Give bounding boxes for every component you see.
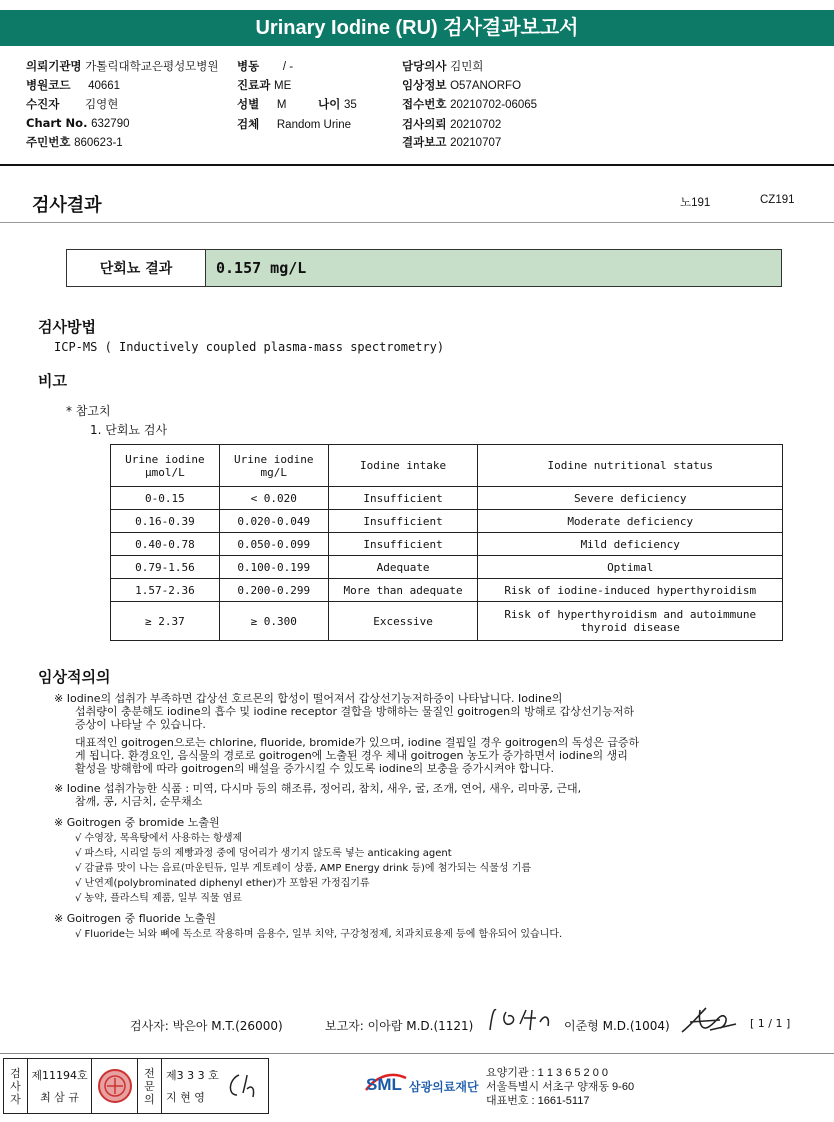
receipt-value: 20210702-06065 [450, 99, 538, 111]
resident-label: 주민번호 [26, 135, 71, 149]
chart-label: Chart No. [26, 116, 88, 130]
cell: Mild deficiency [478, 533, 783, 556]
examinee-value: 김영현 [84, 99, 119, 111]
cell: Risk of hyperthyroidism and autoimmune thyroid disease [478, 602, 783, 641]
receipt-label: 접수번호 [402, 97, 447, 111]
cell: Insufficient [328, 487, 478, 510]
license-stamp-box [3, 1058, 269, 1114]
code-1: 노191 [680, 197, 711, 209]
fluoride-item: √ Fluoride는 뇌와 뼈에 독소로 작용하며 음용수, 일부 치약, 구강청정제, 치과치료용제 등에 함유되어 있습니다. [75, 929, 563, 940]
table-row [111, 533, 783, 556]
clinical-p2-line3: 활성을 방해함에 따라 goitrogen의 배설을 증가시킬 수 있도록 iodine의 보충을 증가시켜야 합니다. [75, 762, 554, 775]
doctor-label: 담당의사 [402, 59, 447, 73]
sex-label: 성별 [237, 97, 260, 111]
cell: 0.79-1.56 [111, 556, 220, 579]
age-label: 나이 [318, 97, 341, 111]
phone-number: 대표번호 : 1661-5117 [486, 1095, 590, 1107]
ward-value: / - [282, 61, 294, 73]
table-row [111, 487, 783, 510]
specialist-signature-mark [223, 1071, 257, 1101]
page-indicator: [ 1 / 1 ] [750, 1017, 791, 1030]
tester-license-no: 제11194호 [31, 1069, 88, 1082]
examinee-label: 수진자 [26, 97, 60, 111]
header-status: Iodine nutritional status [478, 445, 783, 487]
reporter2-signature: 이준형 M.D.(1004) [564, 1019, 670, 1033]
reporter2-signature-mark [680, 1004, 740, 1036]
hospital-code-row [26, 77, 120, 93]
clinical-p2-line2: 게 됩니다. 환경요인, 음식물의 경로로 goitrogen에 노출된 경우 체내 goitrogen 농도가 증가하면서 iodine의 생리 [75, 749, 628, 762]
age-value: 35 [344, 99, 357, 111]
specialist-license-no: 제3 3 3 호 [166, 1069, 219, 1082]
footer-divider [0, 1053, 834, 1054]
reference-table [110, 444, 783, 641]
chart-value: 632790 [91, 118, 130, 130]
cell: 0.050-0.099 [219, 533, 328, 556]
result-label: 단회뇨 결과 [67, 250, 206, 286]
examinee-row [26, 96, 118, 112]
dept-row [237, 77, 291, 93]
hospital-code-value: 40661 [88, 80, 121, 92]
receipt-row [402, 96, 537, 112]
hospital-code-label: 병원코드 [26, 78, 71, 92]
report-title: Urinary Iodine (RU) 검사결과보고서 [0, 10, 834, 46]
clinical-p2-line1: 대표적인 goitrogen으로는 chlorine, fluoride, bromide가 있으며, iodine 결핍일 경우 goitrogen의 독성은 급증하 [75, 736, 640, 749]
ward-label: 병동 [237, 59, 260, 73]
bromide-item: √ 수영장, 목욕탕에서 사용하는 항생제 [75, 833, 243, 844]
table-row [111, 556, 783, 579]
brand-name: 삼광의료재단 [409, 1080, 479, 1094]
cell: Optimal [478, 556, 783, 579]
cell: Insufficient [328, 533, 478, 556]
institution-row [26, 58, 219, 74]
specialist-name: 지 현 영 [166, 1091, 205, 1104]
tester-name: 최 삼 규 [40, 1091, 79, 1104]
specimen-value: Random Urine [276, 119, 352, 131]
method-heading: 검사방법 [38, 318, 96, 336]
institution-value: 가톨릭대학교은평성모병원 [85, 61, 219, 73]
resident-value: 860623-1 [74, 137, 123, 149]
clinical-p3-line1: ※ Iodine 섭취가능한 식품 : 미역, 다시마 등의 해조류, 정어리, 참치, 새우, 굴, 조개, 연어, 새우, 리마콩, 근대, [54, 782, 582, 795]
bromide-item: √ 농약, 플라스틱 제품, 일부 직물 염료 [75, 893, 243, 904]
fluoride-title: ※ Goitrogen 중 fluoride 노출원 [54, 912, 217, 925]
seal-icon [97, 1068, 133, 1104]
ref-title: * 참고치 [66, 404, 111, 418]
report-date-value: 20210707 [450, 137, 502, 149]
cell: < 0.020 [219, 487, 328, 510]
cell: 0-0.15 [111, 487, 220, 510]
cell: Excessive [328, 602, 478, 641]
table-row [111, 602, 783, 641]
results-divider [0, 222, 834, 223]
specimen-row [237, 116, 351, 132]
remarks-heading: 비고 [38, 372, 67, 390]
clinical-info-label: 임상정보 [402, 78, 447, 92]
cell: Adequate [328, 556, 478, 579]
clinical-p1-line1: ※ Iodine의 섭취가 부족하면 갑상선 호르몬의 합성이 떨어져서 갑상선기능저하증이 나타납니다. Iodine의 [54, 692, 563, 705]
cell: Moderate deficiency [478, 510, 783, 533]
tester-signature: 검사자: 박은아 M.T.(26000) [130, 1019, 283, 1033]
cell: ≥ 2.37 [111, 602, 220, 641]
cell: 0.020-0.049 [219, 510, 328, 533]
tester-vertical-label: 검사자 [10, 1066, 21, 1106]
cell: Risk of iodine-induced hyperthyroidism [478, 579, 783, 602]
request-value: 20210702 [450, 119, 502, 131]
reporter-signature: 보고자: 이아람 M.D.(1121) [325, 1019, 474, 1033]
chart-row [26, 116, 129, 130]
clinical-heading: 임상적의의 [38, 668, 111, 686]
bromide-item: √ 감귤류 맛이 나는 음료(마운틴듀, 일부 게토레이 상품, AMP Energy drink 등)에 첨가되는 식물성 기름 [75, 863, 532, 874]
cell: 0.40-0.78 [111, 533, 220, 556]
cell: Insufficient [328, 510, 478, 533]
header-intake: Iodine intake [328, 445, 478, 487]
resident-row [26, 134, 123, 150]
header-mgl: Urine iodine mg/L [219, 445, 328, 487]
dept-value: ME [273, 80, 292, 92]
report-date-label: 결과보고 [402, 135, 447, 149]
sex-value: M [276, 99, 287, 111]
institution-label: 의뢰기관명 [26, 59, 82, 73]
request-row [402, 116, 501, 132]
brand-logo-text: SML [366, 1075, 402, 1094]
bromide-item: √ 난연제(polybrominated diphenyl ether)가 포함된 가정집기류 [75, 878, 370, 889]
address: 서울특별시 서초구 양재동 9-60 [486, 1081, 635, 1093]
bromide-item: √ 파스타, 시리얼 등의 제빵과정 중에 덩어리가 생기지 않도록 넣는 anticaking agent [75, 848, 452, 859]
clinical-p1-line2: 섭취량이 충분해도 iodine의 흡수 및 iodine receptor 결합을 방해하는 물질인 goitrogen의 방해로 갑상선기능저하 [75, 705, 634, 718]
specimen-label: 검체 [237, 117, 260, 131]
table-row [111, 579, 783, 602]
sex-age-row [237, 96, 357, 112]
cell: Severe deficiency [478, 487, 783, 510]
clinical-p1-line3: 증상이 나타날 수 있습니다. [75, 718, 206, 731]
code-2: CZ191 [760, 194, 795, 206]
cell: ≥ 0.300 [219, 602, 328, 641]
table-row [111, 510, 783, 533]
cell: More than adequate [328, 579, 478, 602]
clinical-info-row [402, 77, 521, 93]
result-box [66, 249, 782, 287]
dept-label: 진료과 [237, 78, 271, 92]
cell: 0.100-0.199 [219, 556, 328, 579]
header-umol: Urine iodine μmol/L [111, 445, 220, 487]
cell: 0.200-0.299 [219, 579, 328, 602]
method-text: ICP-MS ( Inductively coupled plasma-mass spectrometry) [54, 340, 445, 354]
reporter-signature-mark [486, 1004, 556, 1034]
doctor-value: 김민희 [450, 61, 484, 73]
clinical-info-value: O57ANORFO [450, 80, 522, 92]
results-heading: 검사결과 [32, 195, 102, 216]
header-divider [0, 164, 834, 166]
bromide-title: ※ Goitrogen 중 bromide 노출원 [54, 816, 220, 829]
ward-row [237, 58, 293, 74]
table-header-row [111, 445, 783, 487]
request-label: 검사의뢰 [402, 117, 447, 131]
cell: 0.16-0.39 [111, 510, 220, 533]
result-value: 0.157 mg/L [206, 250, 781, 286]
institution-number: 요양기관 : 1 1 3 6 5 2 0 0 [486, 1067, 609, 1079]
report-date-row [402, 134, 501, 150]
ref-sub: 1. 단회뇨 검사 [90, 423, 168, 437]
specialist-vertical-label: 전문의 [144, 1066, 155, 1106]
doctor-row [402, 58, 483, 74]
clinical-p3-line2: 참깨, 콩, 시금치, 순무채소 [75, 795, 203, 808]
cell: 1.57-2.36 [111, 579, 220, 602]
